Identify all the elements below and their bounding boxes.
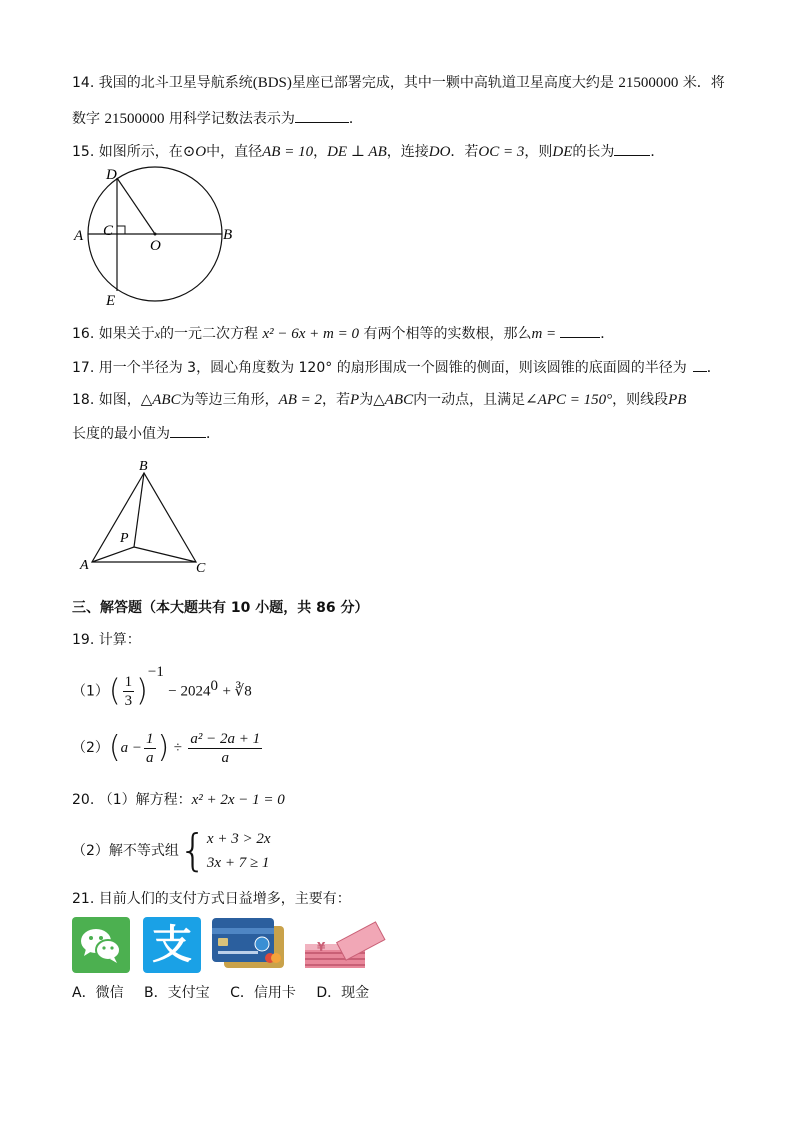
m-eq: m = [531,326,557,342]
right-angle-mark [117,226,125,234]
q15-text-e: ，则 [524,144,553,160]
numerator: 1 [124,674,133,691]
segment-pb: PB [668,392,687,408]
q15-line [72,141,664,162]
variable-x: x [154,327,161,341]
ab-eq: AB = 10 [262,144,314,160]
triangle-outline [92,473,196,562]
q19-part1: （1）( $\frac{1}{3}$ )$^{-1} - 2024^0$ + ∛8 [72,664,252,710]
equation: x² + 2x − 1 = 0 [191,792,285,808]
q16-text-a: 16. 如果关于 [72,326,155,342]
q21-options [72,983,369,1003]
inequality-1: x + 3 > 2x [206,831,271,847]
q14-line1: 14. 我国的北斗卫星导航系统(BDS)星座已部署完成，其中一颗中高轨道卫星高度大约是 21500000 米．将 [72,75,725,91]
denominator: a [146,749,154,766]
q19-title: 19. 计算： [72,632,141,648]
answer-blank[interactable] [693,357,707,372]
divide-sign: ÷ [173,740,182,756]
label-b: B [139,459,148,474]
triangle-diagram [74,455,214,577]
q18-line2-text: 长度的最小值为 [72,426,170,442]
label-a: A [80,558,89,573]
exponent: −1 [147,664,164,680]
q20-part2: （2）解不等式组{ x + 3 > 2x 3x + 7 ≥ 1 [72,825,271,876]
q21-title: 21. 目前人们的支付方式日益增多，主要有： [72,891,351,907]
fraction-one-third [123,673,135,710]
do-seg: DO [428,144,451,160]
q14-text-b: 星座已部署完成，其中一颗中高轨道卫星高度大约是 [291,75,614,91]
option-a[interactable]: A．微信 [72,985,124,1001]
yuan-glyph: ¥ [317,940,326,954]
bds-label: BDS [257,75,287,91]
label-b: B [223,227,233,243]
fraction-1-over-a [144,730,156,767]
q20-part1 [72,790,285,810]
credit-card-icon [210,916,286,974]
q15-text-f: 的长为 [572,144,615,160]
section-title: 三、解答题（本大题共有 10 小题，共 86 分） [72,600,369,616]
label-o: O [150,238,161,254]
q14-text-e: 用科学记数法表示为 [168,111,295,127]
alipay-glyph: 支 [152,922,192,968]
q16-text-b: 的一元二次方程 [160,326,259,342]
q15-text-c: ，连接 [386,144,429,160]
q15-end: ． [650,144,665,160]
segment-pa [92,547,134,562]
segment-pb-line [134,473,144,547]
segment-pc [134,547,196,562]
q18-text-e: 内一动点，且满足 [413,392,526,408]
q16-end: ． [600,326,615,342]
q18-end: ． [206,426,220,442]
option-c[interactable]: C．信用卡 [230,985,296,1001]
label-d: D [106,167,117,183]
denominator: 3 [124,693,133,710]
option-d[interactable]: D．现金 [316,985,370,1001]
de-perp-ab: DE ⊥ AB [327,144,387,160]
satellite-height: 21500000 [618,75,679,91]
q15-text-a: 15. 如图所示，在 [72,144,183,160]
q14-text: 14. 我国的北斗卫星导航系统 [72,75,253,91]
triangle-abc: △ABC [140,392,181,408]
q18-line1 [72,390,686,410]
q18-text-c: ，若 [322,392,351,408]
point-p: P [350,392,360,408]
q18-text-b: 为等边三角形， [180,392,279,408]
label-p: P [120,531,129,546]
part-label: （1） [72,683,109,700]
cash-icon [299,918,387,974]
q14-text-c: 米．将 [682,75,725,91]
q16-text-c: 有两个相等的实数根，那么 [363,326,532,342]
circle-symbol: ⊙O [182,144,207,160]
q16-line [72,323,614,344]
label-e: E [106,293,116,309]
term-a-minus: a − [120,740,143,756]
q17-end: ． [706,360,721,376]
exponent-zero: 0 [210,678,218,694]
angle-apc: ∠APC = 150° [525,392,613,408]
alipay-icon [143,917,201,973]
label-c: C [103,223,114,239]
answer-blank[interactable] [170,423,206,438]
answer-blank[interactable] [295,108,349,123]
q14-end: ． [348,111,363,127]
option-b[interactable]: B．支付宝 [144,985,210,1001]
q17-text: 17. 用一个半径为 3，圆心角度数为 120° 的扇形围成一个圆锥的侧面，则该圆锥的底面圆的半径为 [72,360,687,376]
q15-sep: ， [313,144,328,160]
numerator: a² − 2a + 1 [190,730,261,747]
label-a: A [74,228,84,244]
q17-line [72,357,721,378]
ab-eq-2: AB = 2 [278,392,323,408]
q14-text-d: 数字 [72,111,100,127]
numerator: 1 [146,730,154,747]
term-2024: − 2024 [168,683,211,700]
q18-text-a: 18. 如图， [72,392,141,408]
answer-blank[interactable] [560,323,600,338]
inequality-2: 3x + 7 ≥ 1 [206,855,270,871]
denominator: a [221,749,229,766]
q20-label: 20. （1）解方程： [72,792,192,808]
q19-part2: （2）(a − $\frac{1}{a}$ ) ÷ $\frac{\text{a² − 2a + 1}}{a}$ [72,730,261,766]
center-point [154,233,157,236]
circle-diagram [70,165,245,310]
fraction-quadratic [188,730,262,767]
q15-text-b: 中，直径 [206,144,263,160]
number-value: 21500000 [104,111,165,127]
q14-line2 [72,108,363,129]
q20-label-2: （2）解不等式组 [72,843,179,859]
oc-eq: OC = 3 [478,144,525,160]
triangle-abc-2: △ABC [373,392,414,408]
q18-text-f: ，则线段 [612,392,669,408]
label-c: C [196,561,206,576]
inequality-system [207,827,271,875]
answer-blank[interactable] [614,141,650,156]
de-seg: DE [552,144,573,160]
cube-root: + ∛8 [222,683,252,700]
wechat-icon [72,917,130,973]
q15-text-d: ．若 [450,144,479,160]
q18-line2 [72,423,220,444]
q18-text-d: 为 [359,392,374,408]
part-label-2: （2） [72,740,109,756]
quadratic-eq: x² − 6x + m = 0 [262,326,360,342]
